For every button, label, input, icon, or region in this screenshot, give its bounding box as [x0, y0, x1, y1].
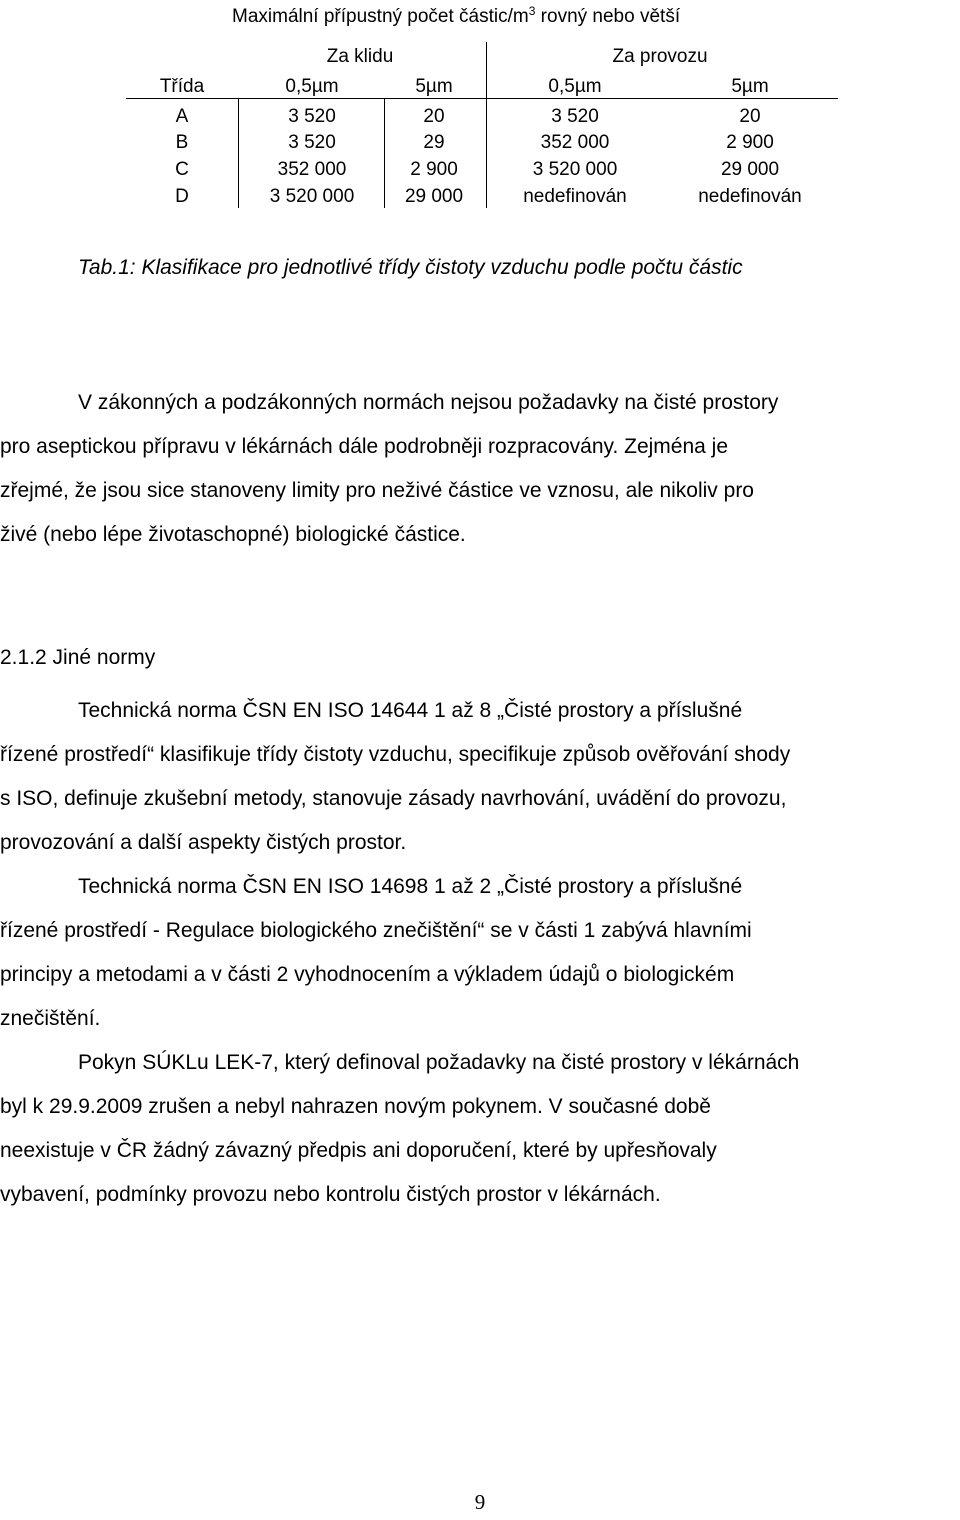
table-cell: 3 520 — [288, 106, 336, 127]
text-line: zřejmé, že jsou sice stanoveny limity pro neživé částice ve vznosu, ale nikoliv pro — [0, 479, 754, 502]
text-line: byl k 29.9.2009 zrušen a nebyl nahrazen novým pokynem. V současné době — [0, 1095, 711, 1118]
paragraph-iso-14644 — [0, 689, 960, 865]
table-title: Maximální přípustný počet částic/$m^3$ rovný nebo větší — [232, 4, 681, 27]
table-divider-idle — [384, 98, 385, 208]
text-line: neexistuje v ČR žádný závazný předpis ani doporučení, které by upřesňovaly — [0, 1139, 717, 1162]
table-divider-class — [238, 98, 239, 208]
paragraph-requirements — [0, 381, 960, 557]
text-line: Technická norma ČSN EN ISO 14644 1 až 8 „Čisté prostory a příslušné — [78, 699, 743, 722]
paragraph-iso-14698 — [0, 865, 960, 1041]
group-header-operation: Za provozu — [612, 46, 708, 67]
text-line: živé (nebo lépe životaschopné) biologické částice. — [0, 523, 466, 546]
table-cell: 20 — [739, 106, 761, 127]
table-cell: B — [175, 132, 189, 153]
table-cell: 2 900 — [726, 132, 774, 153]
table-divider-groups — [486, 42, 487, 208]
column-header-operation-05: 0,5µm — [548, 76, 602, 97]
text-line: řízené prostředí“ klasifikuje třídy čistoty vzduchu, specifikuje způsob ověřování shody — [0, 743, 791, 766]
text-line: provozování a další aspekty čistých prostor. — [0, 831, 407, 854]
text-line: řízené prostředí - Regulace biologického znečištění“ se v části 1 zabývá hlavními — [0, 919, 752, 942]
text-line: V zákonných a podzákonných normách nejsou požadavky na čisté prostory — [78, 391, 779, 414]
text-line: Pokyn SÚKLu LEK-7, který definoval požadavky na čisté prostory v lékárnách — [78, 1051, 800, 1074]
table-header-rule — [126, 98, 838, 99]
table-cell: 352 000 — [277, 159, 347, 180]
column-header-operation-5: 5µm — [731, 76, 769, 97]
table-cell: 3 520 — [288, 132, 336, 153]
table-caption: Tab.1: Klasifikace pro jednotlivé třídy čistoty vzduchu podle počtu částic — [78, 256, 743, 279]
table-cell: 29 000 — [720, 159, 780, 180]
text-line: znečištění. — [0, 1007, 101, 1030]
table-cell: 29 000 — [404, 186, 464, 207]
table-cell: 20 — [423, 106, 445, 127]
column-header-idle-5: 5µm — [415, 76, 453, 97]
table-cell: 3 520 — [551, 106, 599, 127]
group-header-idle: Za klidu — [326, 46, 394, 67]
table-cell: C — [175, 159, 189, 180]
table-cell: 3 520 000 — [532, 159, 618, 180]
table-cell: 352 000 — [540, 132, 610, 153]
paragraph-sukl — [0, 1041, 960, 1217]
page-number: 9 — [474, 1490, 486, 1514]
table-cell: 29 — [423, 132, 445, 153]
text-line: pro aseptickou přípravu v lékárnách dále podrobněji rozpracovány. Zejména je — [0, 435, 729, 458]
section-heading: 2.1.2 Jiné normy — [0, 646, 156, 669]
text-line: vybavení, podmínky provozu nebo kontrolu čistých prostor v lékárnách. — [0, 1183, 661, 1206]
column-header-class: Třída — [159, 76, 205, 97]
table-cell: A — [175, 106, 189, 127]
table-cell: 3 520 000 — [269, 186, 355, 207]
text-line: s ISO, definuje zkušební metody, stanovuje zásady navrhování, uvádění do provozu, — [0, 787, 787, 810]
table-cell: nedefinován — [523, 186, 627, 207]
table-cell: 2 900 — [410, 159, 458, 180]
table-cell: D — [175, 186, 189, 207]
table-cell: nedefinován — [698, 186, 802, 207]
text-line: principy a metodami a v části 2 vyhodnocením a výkladem údajů o biologickém — [0, 963, 735, 986]
column-header-idle-05: 0,5µm — [285, 76, 339, 97]
text-line: Technická norma ČSN EN ISO 14698 1 až 2 „Čisté prostory a příslušné — [78, 875, 743, 898]
